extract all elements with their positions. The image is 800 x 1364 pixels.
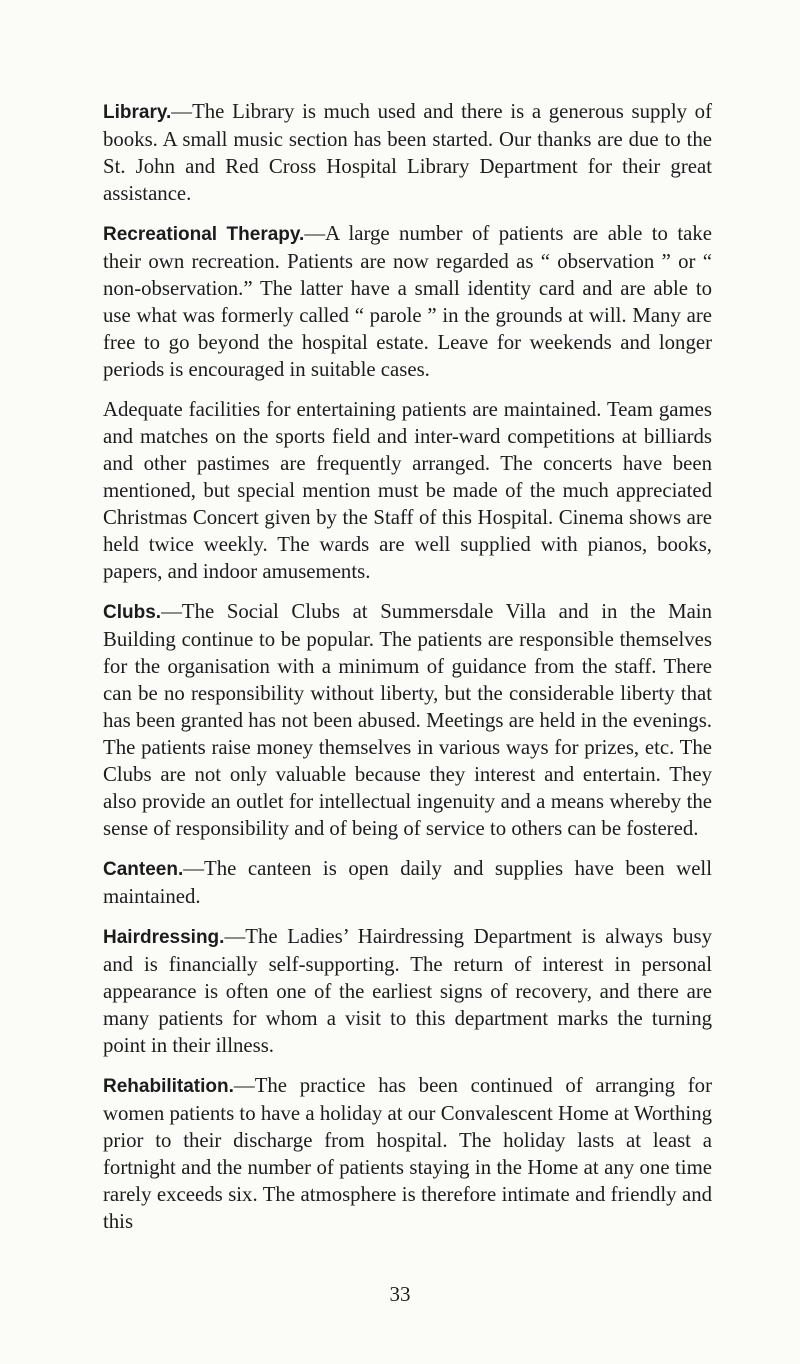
heading-recreational-therapy: Recreational Therapy. [103,224,305,245]
heading-hairdressing: Hairdressing. [103,927,225,948]
paragraph-clubs [103,598,712,842]
paragraph-text: —The Ladies’ Hairdressing Department is always busy and is financially self-supporting. The return of interest in personal appearance is often one of the earliest signs of recovery, and there are many patients for whom a visit to this department marks the turning point in their illness. [103,925,712,1057]
heading-canteen: Canteen. [103,859,184,880]
paragraph-facilities [103,396,712,585]
page-number: 33 [389,1282,411,1306]
heading-library: Library. [103,102,172,123]
paragraph-text: —The canteen is open daily and supplies have been well maintained. [103,857,712,908]
paragraph-text: —The Library is much used and there is a generous supply of books. A small music section has been started. Our thanks are due to the St. John and Red Cross Hospital Library Department for their great assistance. [103,100,712,205]
paragraph-library [103,98,712,207]
heading-clubs: Clubs. [103,602,162,623]
paragraph-text: —A large number of patients are able to take their own recreation. Patients are now regarded as “ observation ” or “ non-observation.” The latter have a small identity card and are able to use what was formerly called “ parole ” in the grounds at will. Many are free to go beyond the hospital estate. Leave for weekends and longer periods is encouraged in suitable cases. [103,222,713,381]
paragraph-rehabilitation [103,1072,712,1235]
paragraph-hairdressing [103,923,712,1059]
heading-rehabilitation: Rehabilitation. [103,1076,234,1097]
paragraph-text: Adequate facilities for entertaining patients are maintained. Team games and matches on the sports field and inter-ward competitions at billiards and other pastimes are frequently arranged. The concerts have been mentioned, but special mention must be made of the much appreciated Christmas Concert given by the Staff of this Hospital. Cinema shows are held twice weekly. The wards are well supplied with pianos, books, papers, and indoor amusements. [103,398,712,583]
paragraph-text: —The practice has been continued of arranging for women patients to have a holiday at our Convalescent Home at Worthing prior to their discharge from hospital. The holiday lasts at least a fortnight and the number of patients staying in the Home at any one time rarely exceeds six. The atmosphere is therefore intimate and friendly and this [103,1074,712,1233]
paragraph-recreational-therapy [103,220,712,383]
paragraph-text: —The Social Clubs at Summersdale Villa and in the Main Building continue to be popular. The patients are responsible themselves for the organisation with a minimum of guidance from the staff. There can be no responsibility without liberty, but the considerable liberty that has been granted has not been abused. Meetings are held in the evenings. The patients raise money themselves in various ways for prizes, etc. The Clubs are not only valuable because they interest and entertain. They also provide an outlet for intellectual ingenuity and a means whereby the sense of responsibility and of being of service to others can be fostered. [103,600,712,840]
paragraph-canteen [103,855,712,910]
